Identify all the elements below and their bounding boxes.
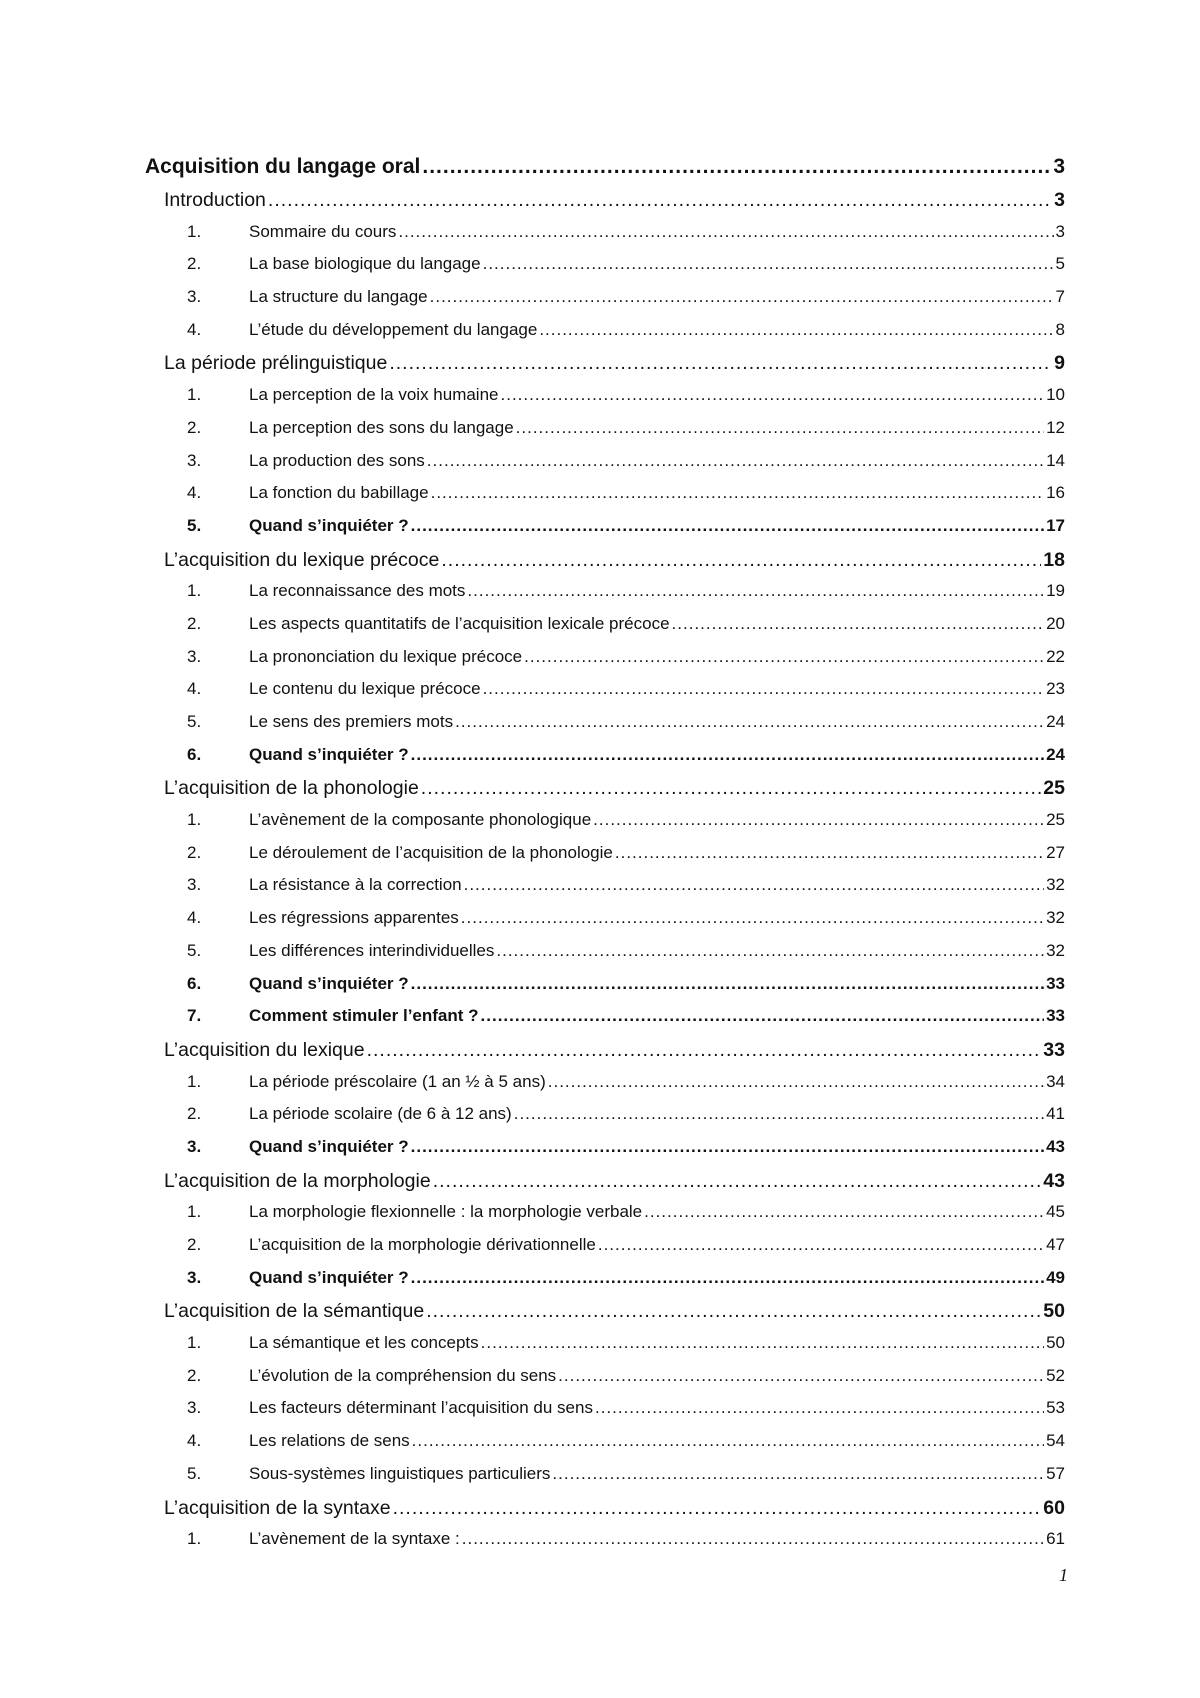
toc-entry-page: 23 [1046, 679, 1065, 699]
toc-entry-label [187, 483, 429, 503]
toc-entry-title: Les relations de sens [249, 1431, 410, 1451]
toc-entry-number: 4. [187, 483, 202, 503]
toc-entry-label [187, 1431, 410, 1451]
toc-entry-title: La base biologique du langage [249, 254, 481, 274]
toc-entry-number: 2. [187, 1104, 202, 1124]
toc-entry-title: Le sens des premiers mots [249, 712, 454, 731]
toc-entry-page: 60 [1043, 1496, 1065, 1519]
dot-leader [411, 974, 1044, 994]
toc-entry-page: 57 [1046, 1463, 1065, 1483]
toc-section[interactable] [145, 189, 1065, 222]
toc-item[interactable] [145, 941, 1065, 974]
toc-entry-page: 22 [1046, 646, 1065, 666]
toc-entry-label [187, 1366, 556, 1386]
toc-item[interactable] [145, 1464, 1065, 1497]
toc-entry-title: L’avènement de la composante phonologique [249, 810, 592, 830]
toc-item[interactable] [145, 1202, 1065, 1235]
toc-entry-number: 3. [187, 646, 202, 666]
toc-entry-page: 17 [1046, 515, 1065, 535]
toc-entry-page: 8 [1055, 319, 1065, 339]
toc-entry-number: 5. [187, 515, 202, 535]
toc-entry-page: 34 [1046, 1071, 1065, 1091]
toc-entry-page: 25 [1043, 777, 1065, 800]
dot-leader [426, 1300, 1041, 1323]
toc-entry-page: 43 [1043, 1169, 1065, 1192]
toc-entry-title: Les facteurs déterminant l’acquisition du sens [249, 1398, 593, 1418]
toc-entry-page: 33 [1046, 973, 1065, 993]
toc-entry-title: La période prélinguistique [164, 352, 388, 375]
dot-leader [595, 1398, 1044, 1418]
toc-entry-page: 3 [1054, 189, 1065, 211]
toc-entry-label [164, 777, 419, 800]
toc-entry-title: L’acquisition de la sémantique [164, 1300, 425, 1323]
toc-entry-number: 7. [187, 1006, 202, 1026]
table-of-contents [145, 155, 1065, 1562]
dot-leader [548, 1072, 1044, 1092]
toc-entry-page: 32 [1046, 875, 1065, 895]
toc-item[interactable] [145, 418, 1065, 451]
toc-entry-page: 3 [1055, 221, 1065, 241]
toc-entry-number: 3. [187, 450, 202, 470]
toc-entry-page: 45 [1046, 1202, 1065, 1222]
toc-item[interactable] [145, 679, 1065, 712]
toc-item[interactable] [145, 974, 1065, 1007]
toc-entry-title: La structure du langage [249, 287, 428, 307]
toc-entry-page: 41 [1046, 1104, 1065, 1124]
toc-entry-label [187, 745, 409, 765]
toc-entry-label [187, 1006, 479, 1026]
toc-item[interactable] [145, 222, 1065, 255]
toc-item[interactable] [145, 385, 1065, 418]
toc-entry-title: Quand s’inquiéter ? [249, 973, 409, 993]
toc-entry-label [187, 843, 613, 863]
toc-item[interactable] [145, 843, 1065, 876]
dot-leader [431, 483, 1044, 503]
toc-entry-number: 1. [187, 1202, 202, 1222]
toc-section[interactable] [145, 1300, 1065, 1333]
toc-entry-label [187, 287, 428, 307]
toc-entry-label [187, 614, 670, 634]
toc-item[interactable] [145, 1333, 1065, 1366]
toc-entry-page: 5 [1055, 254, 1065, 274]
toc-entry-page: 10 [1046, 385, 1065, 405]
dot-leader [462, 1529, 1044, 1549]
toc-entry-number: 1. [187, 810, 202, 830]
toc-section[interactable] [145, 1170, 1065, 1203]
dot-leader [412, 1431, 1044, 1451]
toc-entry-page: 3 [1053, 155, 1065, 178]
dot-leader [483, 254, 1054, 274]
toc-entry-label [187, 712, 453, 732]
toc-section[interactable] [145, 777, 1065, 810]
toc-entry-title: La perception des sons du langage [249, 417, 514, 437]
dot-leader [539, 320, 1053, 340]
toc-item[interactable] [145, 1104, 1065, 1137]
toc-entry-title: Quand s’inquiéter ? [249, 1136, 409, 1156]
toc-entry-label [187, 908, 459, 928]
toc-entry-number: 4. [187, 908, 202, 928]
toc-entry-number: 3. [187, 1136, 202, 1156]
toc-entry-title: L’acquisition de la phonologie [164, 777, 419, 800]
toc-entry-title: Sous-systèmes linguistiques particuliers [249, 1463, 551, 1483]
toc-entry-number: 1. [187, 1529, 202, 1549]
toc-entry-label [187, 875, 462, 895]
dot-leader [421, 777, 1042, 800]
toc-section[interactable] [145, 1497, 1065, 1530]
toc-entry-title: La période scolaire (de 6 à 12 ans) [249, 1104, 512, 1124]
toc-item[interactable] [145, 745, 1065, 778]
dot-leader [483, 679, 1045, 699]
toc-entry-number: 3. [187, 1398, 202, 1418]
toc-entry-page: 54 [1046, 1431, 1065, 1451]
toc-item[interactable] [145, 320, 1065, 353]
dot-leader [367, 1039, 1042, 1062]
toc-item[interactable] [145, 1137, 1065, 1170]
toc-entry-title: Le contenu du lexique précoce [249, 679, 481, 699]
toc-entry-title: La résistance à la correction [249, 875, 462, 895]
dot-leader [464, 875, 1044, 895]
toc-item[interactable] [145, 614, 1065, 647]
dot-leader [516, 418, 1044, 438]
toc-item[interactable] [145, 1431, 1065, 1464]
toc-entry-title: Quand s’inquiéter ? [249, 1267, 409, 1287]
dot-leader [430, 287, 1054, 307]
toc-entry-label [164, 1170, 431, 1193]
toc-item[interactable] [145, 254, 1065, 287]
toc-entry-page: 14 [1046, 450, 1065, 470]
dot-leader [514, 1104, 1044, 1124]
toc-section[interactable] [145, 549, 1065, 582]
toc-entry-label [187, 679, 481, 699]
dot-leader [427, 451, 1044, 471]
dot-leader [481, 1006, 1045, 1026]
toc-entry-page: 32 [1046, 940, 1065, 960]
toc-entry-title: Introduction [164, 189, 266, 211]
toc-section[interactable] [145, 352, 1065, 385]
toc-entry-page: 9 [1054, 352, 1065, 375]
toc-entry-title: L’acquisition du lexique [164, 1038, 365, 1061]
toc-entry-title: L’acquisition de la syntaxe [164, 1496, 391, 1519]
toc-entry-number: 2. [187, 1365, 202, 1385]
toc-entry-page: 49 [1046, 1267, 1065, 1287]
dot-leader [411, 1268, 1044, 1288]
toc-entry-number: 2. [187, 613, 202, 633]
toc-entry-title: La période préscolaire (1 an ½ à 5 ans) [249, 1071, 546, 1091]
dot-leader [393, 1497, 1042, 1520]
toc-entry-page: 16 [1046, 483, 1065, 503]
toc-item[interactable] [145, 647, 1065, 680]
toc-entry-number: 5. [187, 1463, 202, 1483]
toc-entry-title: Les aspects quantitatifs de l’acquisition lexicale précoce [249, 613, 670, 633]
toc-item[interactable] [145, 1366, 1065, 1399]
toc-entry-label [187, 516, 409, 536]
toc-entry-title: L’acquisition de la morphologie [164, 1169, 431, 1192]
toc-entry-page: 43 [1046, 1136, 1065, 1156]
dot-leader [552, 1464, 1044, 1484]
toc-item[interactable] [145, 875, 1065, 908]
toc-entry-page: 50 [1046, 1333, 1065, 1353]
toc-entry-title: L’acquisition du lexique précoce [164, 548, 440, 571]
dot-leader [496, 941, 1044, 961]
toc-entry-label [187, 810, 591, 830]
toc-entry-label [187, 1529, 460, 1549]
toc-entry-label [187, 647, 522, 667]
toc-item[interactable] [145, 483, 1065, 516]
toc-entry-label [187, 1464, 550, 1484]
toc-entry-number: 4. [187, 1431, 202, 1451]
toc-item[interactable] [145, 712, 1065, 745]
dot-leader [441, 549, 1041, 572]
dot-leader [398, 222, 1053, 242]
toc-entry-label [187, 385, 499, 405]
toc-entry-page: 33 [1046, 1006, 1065, 1026]
toc-entry-title: La morphologie flexionnelle : la morphologie verbale [249, 1202, 643, 1222]
toc-item[interactable] [145, 1072, 1065, 1105]
toc-entry-number: 2. [187, 1235, 202, 1254]
toc-entry-label [164, 549, 439, 572]
toc-entry-label [187, 941, 494, 961]
toc-entry-label [187, 1104, 512, 1124]
toc-entry-number: 1. [187, 1071, 202, 1091]
page-number: 1 [1059, 1565, 1068, 1585]
dot-leader [598, 1235, 1044, 1255]
dot-leader [593, 810, 1044, 830]
dot-leader [389, 352, 1052, 375]
dot-leader [433, 1170, 1042, 1193]
dot-leader [672, 614, 1045, 634]
dot-leader [422, 155, 1051, 179]
dot-leader [558, 1366, 1044, 1386]
toc-item[interactable] [145, 581, 1065, 614]
toc-entry-page: 52 [1046, 1365, 1065, 1385]
dot-leader [481, 1333, 1044, 1353]
toc-section[interactable] [145, 1039, 1065, 1072]
toc-entry-title: Acquisition du langage oral [145, 155, 421, 178]
toc-entry-page: 25 [1046, 810, 1065, 830]
dot-leader [455, 712, 1044, 732]
toc-entry-page: 19 [1046, 581, 1065, 601]
toc-entry-number: 2. [187, 842, 202, 862]
toc-entry-label [187, 1202, 642, 1222]
toc-entry-page: 53 [1046, 1398, 1065, 1418]
dot-leader [268, 189, 1052, 212]
toc-entry-title: L’étude du développement du langage [249, 319, 538, 339]
toc-entry-title: La reconnaissance des mots [249, 581, 466, 601]
toc-entry-title: Sommaire du cours [249, 221, 397, 241]
toc-entry-page: 24 [1046, 712, 1065, 731]
toc-entry-page: 7 [1055, 287, 1065, 307]
toc-entry-number: 2. [187, 417, 202, 437]
toc-entry-label [164, 1039, 365, 1062]
toc-entry-title: La perception de la voix humaine [249, 385, 499, 405]
toc-item[interactable] [145, 908, 1065, 941]
toc-item[interactable] [145, 1529, 1065, 1562]
toc-entry-label [164, 352, 387, 375]
toc-item[interactable] [145, 1235, 1065, 1268]
toc-entry-title: Les régressions apparentes [249, 908, 459, 928]
toc-entry-label [187, 254, 481, 274]
toc-entry-label [187, 974, 409, 994]
toc-chapter[interactable] [145, 155, 1065, 189]
toc-entry-title: Les différences interindividuelles [249, 940, 495, 960]
toc-entry-number: 6. [187, 973, 202, 993]
toc-item[interactable] [145, 1006, 1065, 1039]
dot-leader [461, 908, 1044, 928]
toc-entry-title: La fonction du babillage [249, 483, 429, 503]
toc-entry-label [187, 1235, 596, 1255]
toc-entry-title: L’acquisition de la morphologie dérivationnelle [249, 1235, 596, 1254]
toc-entry-page: 47 [1046, 1235, 1065, 1254]
toc-entry-page: 12 [1046, 417, 1065, 437]
toc-entry-number: 1. [187, 221, 202, 241]
toc-item[interactable] [145, 810, 1065, 843]
toc-entry-title: La prononciation du lexique précoce [249, 646, 523, 666]
toc-entry-title: L’avènement de la syntaxe : [249, 1529, 460, 1549]
toc-entry-label [187, 222, 396, 242]
toc-entry-title: Quand s’inquiéter ? [249, 744, 409, 764]
toc-entry-number: 3. [187, 875, 202, 895]
toc-entry-number: 3. [187, 287, 202, 307]
toc-entry-title: La sémantique et les concepts [249, 1333, 479, 1353]
toc-entry-label [187, 418, 514, 438]
toc-entry-page: 61 [1046, 1529, 1065, 1549]
toc-entry-label [145, 155, 420, 179]
toc-entry-title: Quand s’inquiéter ? [249, 515, 409, 535]
toc-entry-number: 4. [187, 679, 202, 699]
toc-item[interactable] [145, 1398, 1065, 1431]
toc-entry-label [187, 1333, 479, 1353]
toc-entry-number: 1. [187, 1333, 202, 1353]
dot-leader [524, 647, 1044, 667]
toc-entry-label [187, 320, 537, 340]
toc-entry-label [187, 1268, 409, 1288]
toc-entry-page: 32 [1046, 908, 1065, 928]
toc-item[interactable] [145, 451, 1065, 484]
toc-entry-number: 1. [187, 581, 202, 601]
toc-entry-label [187, 1398, 593, 1418]
toc-entry-label [187, 1072, 546, 1092]
dot-leader [615, 843, 1044, 863]
dot-leader [411, 745, 1044, 765]
toc-entry-label [164, 1497, 391, 1520]
toc-entry-label [187, 1137, 409, 1157]
toc-entry-page: 24 [1046, 744, 1065, 764]
toc-entry-page: 50 [1043, 1300, 1065, 1323]
toc-entry-title: La production des sons [249, 450, 425, 470]
toc-entry-number: 4. [187, 319, 202, 339]
toc-item[interactable] [145, 516, 1065, 549]
dot-leader [501, 385, 1045, 405]
toc-entry-title: Le déroulement de l’acquisition de la phonologie [249, 842, 613, 862]
toc-entry-label [164, 1300, 424, 1323]
toc-item[interactable] [145, 1268, 1065, 1301]
toc-entry-number: 1. [187, 385, 202, 405]
dot-leader [411, 516, 1044, 536]
dot-leader [467, 581, 1044, 601]
toc-entry-page: 33 [1043, 1038, 1065, 1061]
toc-entry-label [187, 451, 425, 471]
toc-entry-number: 5. [187, 940, 202, 960]
toc-entry-page: 27 [1046, 842, 1065, 862]
toc-item[interactable] [145, 287, 1065, 320]
toc-entry-number: 2. [187, 254, 202, 274]
toc-entry-label [187, 581, 465, 601]
dot-leader [411, 1137, 1044, 1157]
dot-leader [644, 1202, 1044, 1222]
toc-entry-number: 6. [187, 744, 202, 764]
toc-entry-number: 3. [187, 1267, 202, 1287]
toc-entry-page: 20 [1046, 613, 1065, 633]
toc-entry-number: 5. [187, 712, 202, 731]
toc-entry-title: Comment stimuler l’enfant ? [249, 1006, 479, 1026]
toc-entry-page: 18 [1043, 548, 1065, 571]
toc-entry-title: L’évolution de la compréhension du sens [249, 1365, 557, 1385]
toc-entry-label [164, 189, 266, 212]
